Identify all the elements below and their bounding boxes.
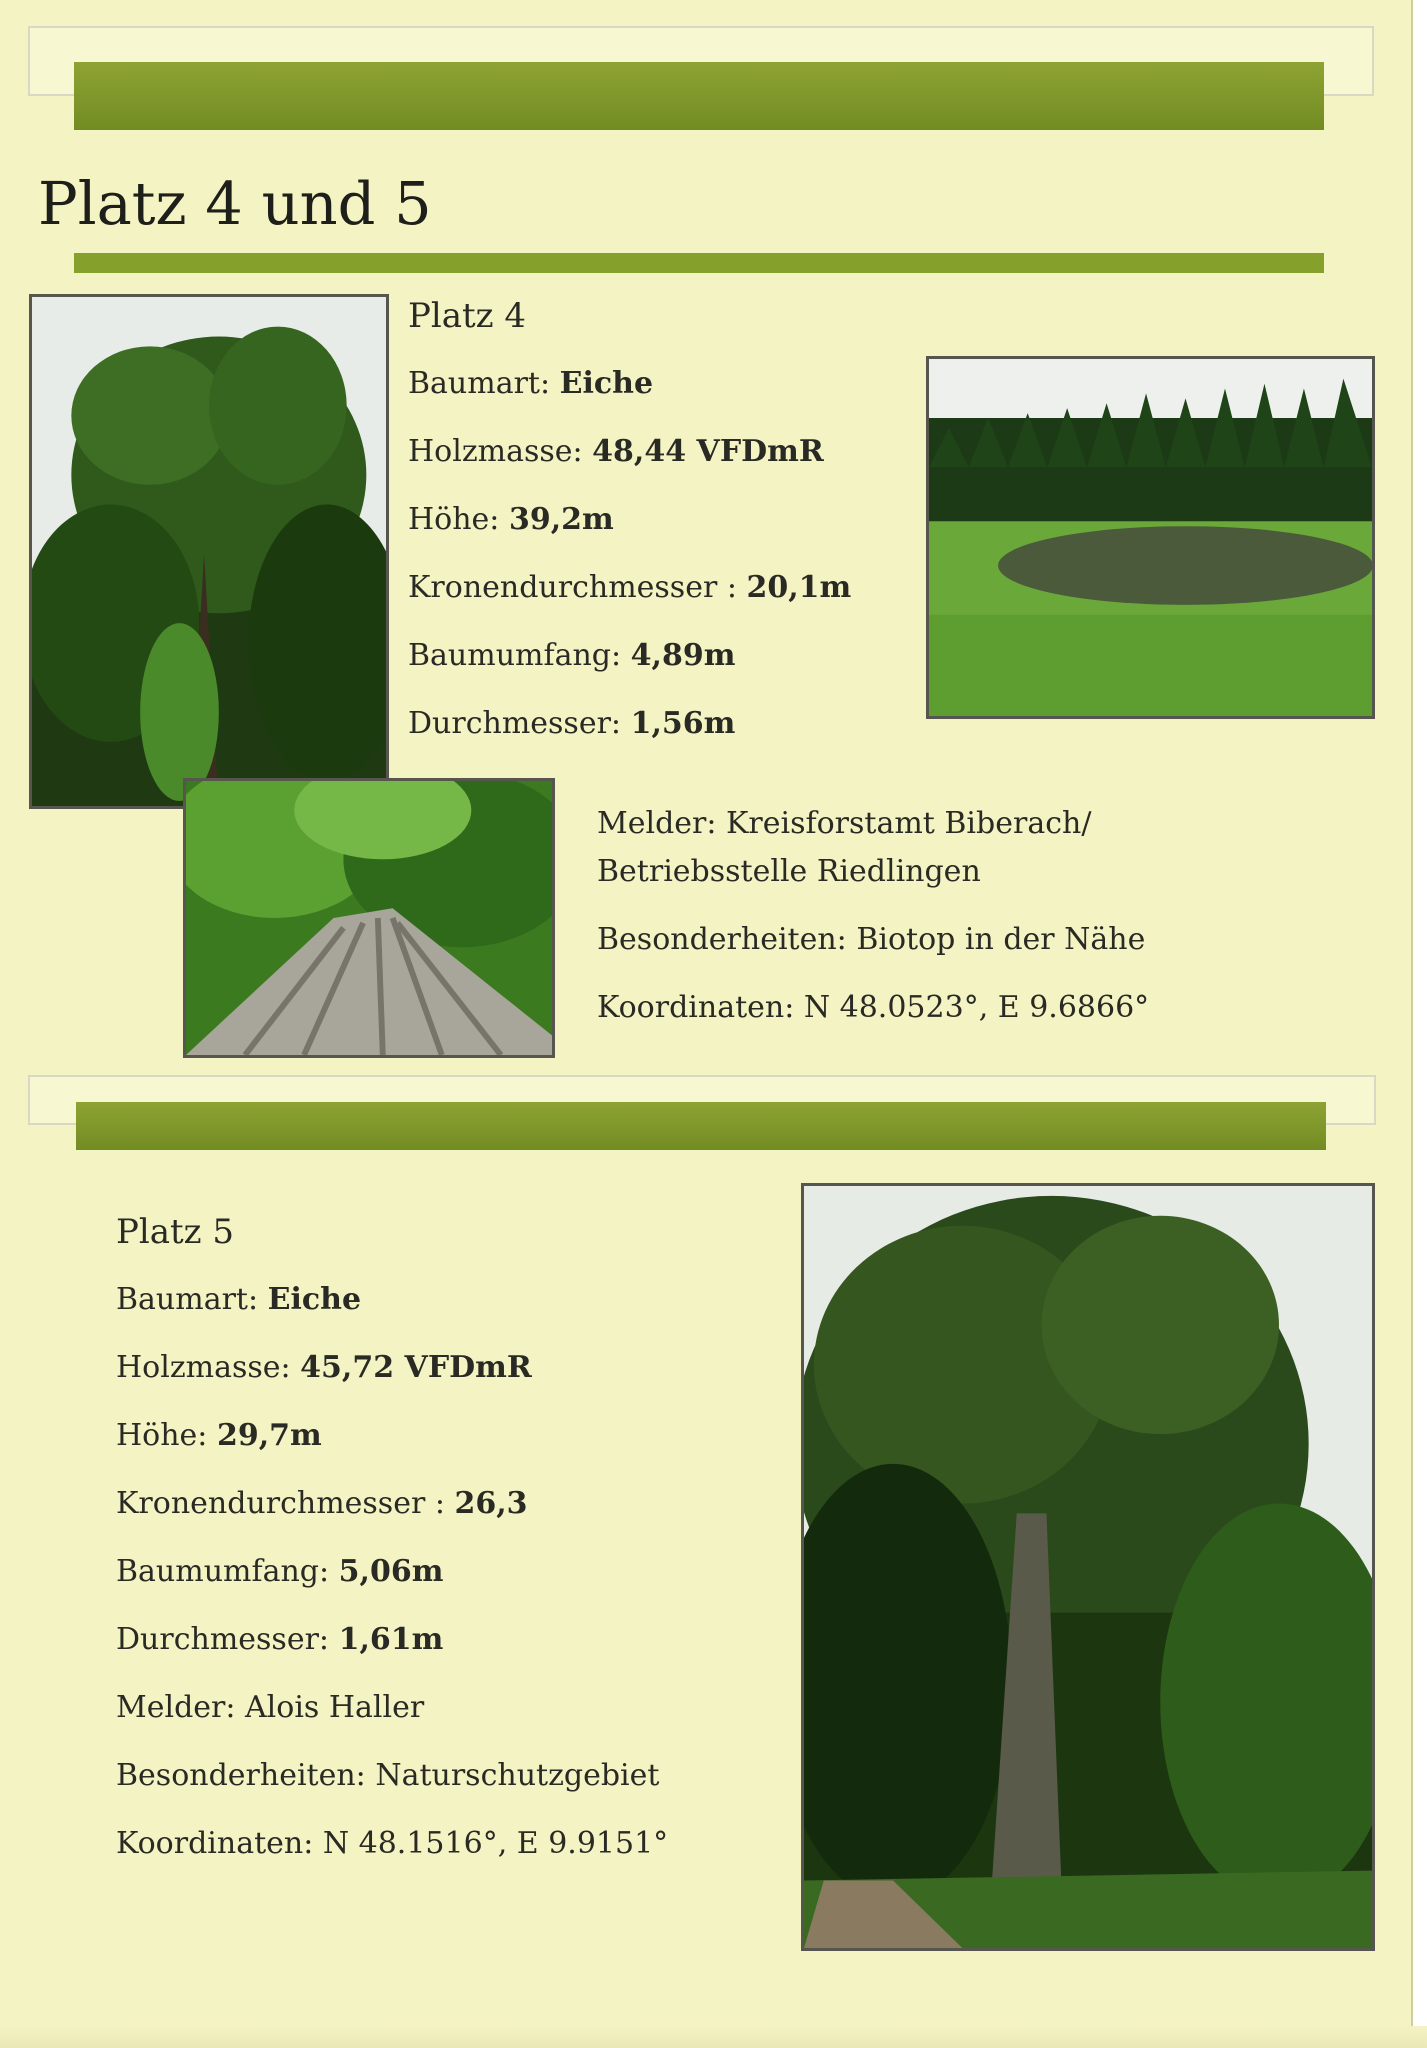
platz5-info: [116, 1198, 668, 1878]
platz4-details: [597, 800, 1149, 1032]
platz4-title: Platz 4: [408, 296, 527, 336]
platz4-row-kronendurchmesser: Kronendurchmesser : 20,1m: [408, 570, 852, 605]
platz4-info: [408, 282, 851, 758]
platz5-row-holzmasse: Holzmasse: 45,72 VFDmR: [116, 1350, 532, 1385]
platz5-row-besonderheiten: Besonderheiten: Naturschutzgebiet: [116, 1758, 660, 1793]
platz4-row-hoehe: Höhe: 39,2m: [408, 502, 614, 537]
platz4-row-baumumfang: Baumumfang: 4,89m: [408, 638, 736, 673]
platz5-row-melder: Melder: Alois Haller: [116, 1690, 425, 1725]
platz5-row-hoehe: Höhe: 29,7m: [116, 1418, 322, 1453]
platz5-row-kronendurchmesser: Kronendurchmesser : 26,3: [116, 1486, 528, 1521]
platz4-melder-line1: Melder: Kreisforstamt Biberach/: [597, 806, 1092, 841]
page-edge: [1411, 0, 1427, 2048]
header-bar-middle: [76, 1102, 1326, 1150]
platz5-row-baumart: Baumart: Eiche: [116, 1282, 362, 1317]
platz5-row-koordinaten: Koordinaten: N 48.1516°, E 9.9151°: [116, 1826, 669, 1861]
title-underline-bar: [74, 253, 1324, 273]
pond-meadow-photo: [926, 356, 1375, 719]
platz5-row-baumumfang: Baumumfang: 5,06m: [116, 1554, 444, 1589]
platz4-melder-line2: Betriebsstelle Riedlingen: [597, 854, 981, 889]
bark-upward-photo: [183, 778, 555, 1058]
header-bar-top: [74, 62, 1324, 130]
platz4-koordinaten: Koordinaten: N 48.0523°, E 9.6866°: [597, 990, 1150, 1025]
platz5-row-durchmesser: Durchmesser: 1,61m: [116, 1622, 444, 1657]
platz5-title: Platz 5: [116, 1212, 235, 1252]
platz4-row-durchmesser: Durchmesser: 1,56m: [408, 706, 736, 741]
oak-tree-photo: [29, 294, 389, 809]
platz4-row-baumart: Baumart: Eiche: [408, 366, 654, 401]
page-title: Platz 4 und 5: [38, 169, 432, 238]
page-bottom-edge: [0, 2026, 1427, 2048]
platz4-row-holzmasse: Holzmasse: 48,44 VFDmR: [408, 434, 824, 469]
platz4-besonderheiten: Besonderheiten: Biotop in der Nähe: [597, 922, 1146, 957]
forest-oak-path-photo: [801, 1183, 1375, 1951]
